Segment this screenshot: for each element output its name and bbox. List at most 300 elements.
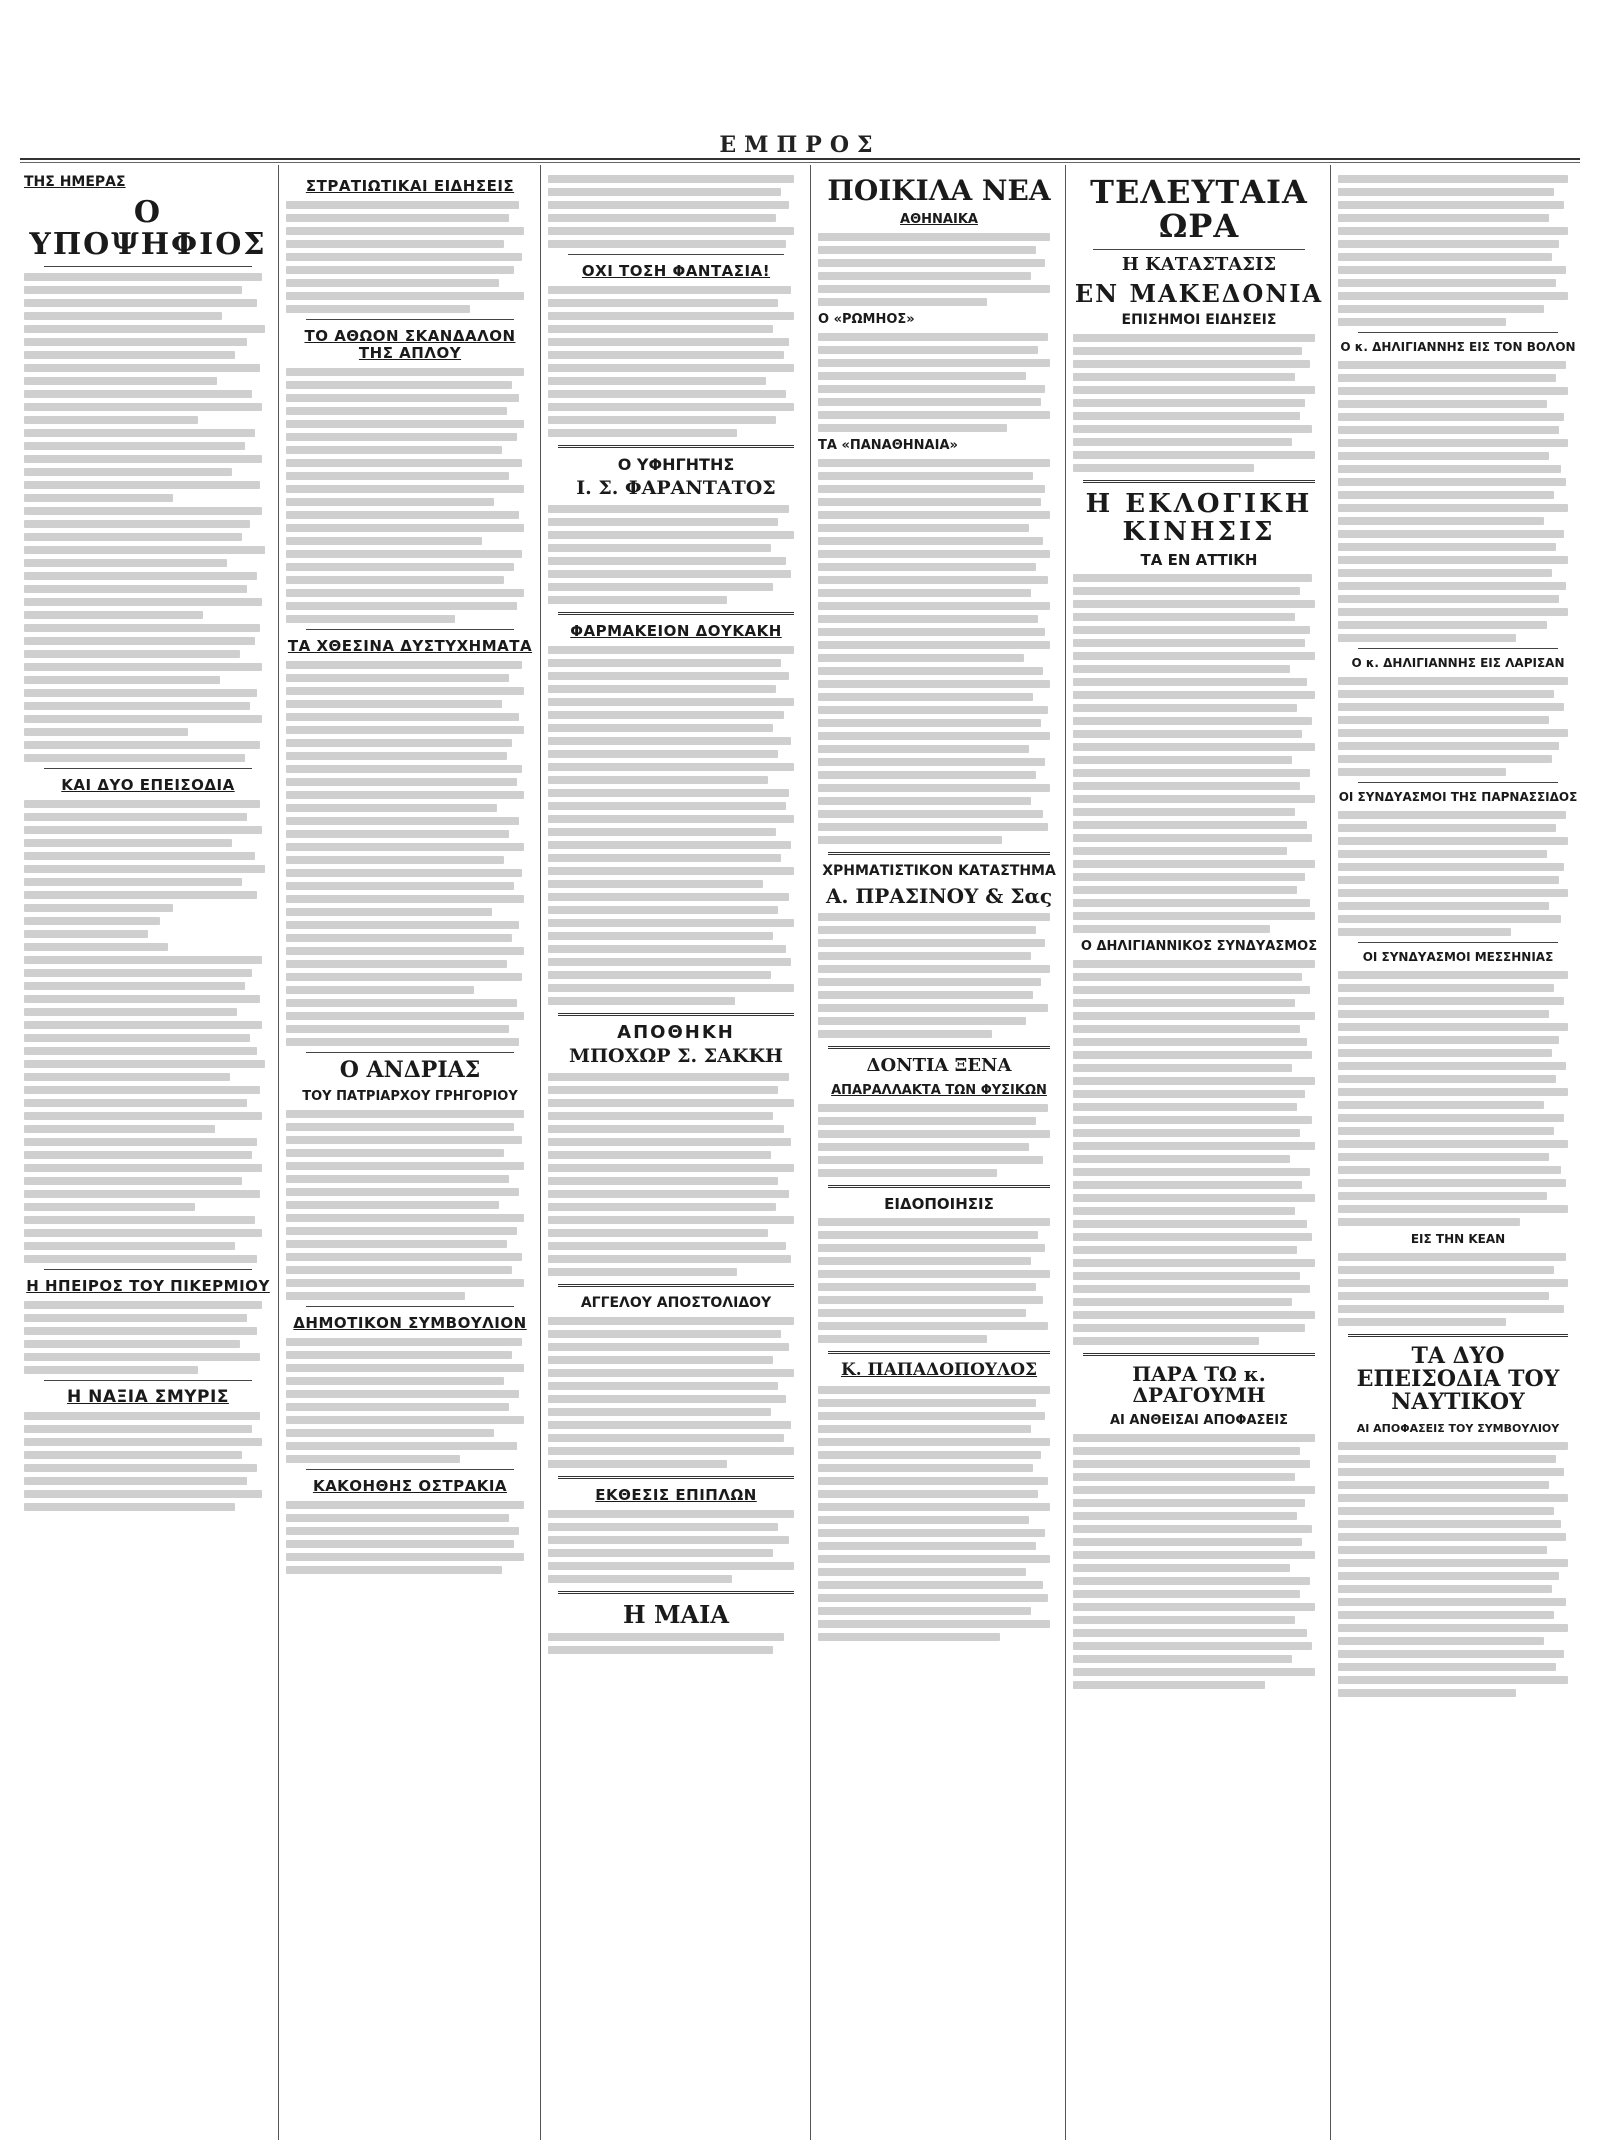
illegible-text-line [818, 1542, 1036, 1550]
illegible-text-line [548, 659, 781, 667]
illegible-text-line [286, 947, 524, 955]
divider [306, 1052, 514, 1053]
illegible-text-line [1073, 1311, 1315, 1319]
illegible-text-line [818, 459, 1050, 467]
illegible-text-line [24, 507, 262, 515]
illegible-text-line [286, 1123, 514, 1131]
illegible-text-line [1073, 1551, 1315, 1559]
illegible-text-line [1338, 1533, 1566, 1541]
illegible-text-line [1073, 1337, 1259, 1345]
illegible-text-line [818, 926, 1036, 934]
illegible-text-line [24, 546, 265, 554]
illegible-text-line [1338, 915, 1561, 923]
divider [828, 852, 1050, 855]
illegible-text-line [1073, 834, 1312, 842]
illegible-text-line [286, 1540, 514, 1548]
illegible-text-line [548, 698, 794, 706]
ad-headline: ΔΟΝΤΙΑ ΞΕΝΑ [866, 1055, 1012, 1077]
ad-body [548, 1633, 804, 1654]
illegible-text-line [818, 991, 1033, 999]
ad-headline: Η ΜΑΙΑ [622, 1599, 730, 1629]
illegible-text-line [818, 1438, 1050, 1446]
ad-body [548, 1073, 804, 1276]
illegible-text-line [286, 433, 517, 441]
illegible-text-line [548, 906, 778, 914]
illegible-text-line [818, 1169, 997, 1177]
illegible-text-line [548, 544, 771, 552]
illegible-text-line [548, 312, 794, 320]
illegible-text-line [548, 1646, 773, 1654]
illegible-text-line [818, 1030, 992, 1038]
illegible-text-line [818, 233, 1050, 241]
illegible-text-line [24, 741, 260, 749]
illegible-text-line [818, 1309, 1026, 1317]
illegible-text-line [548, 1523, 778, 1531]
article-headline: Η ΕΚΛΟΓΙΚΗ ΚΙΝΗΣΙΣ [1085, 489, 1313, 547]
illegible-text-line [818, 1464, 1033, 1472]
illegible-text-line [286, 843, 524, 851]
illegible-text-line [818, 472, 1033, 480]
divider [558, 445, 794, 448]
illegible-text-line [24, 813, 247, 821]
illegible-text-line [818, 693, 1033, 701]
illegible-text-line [1073, 1655, 1292, 1663]
article-subheadline: Η ΚΑΤΑΣΤΑΣΙΣ [1121, 254, 1277, 276]
illegible-text-line [1073, 704, 1297, 712]
illegible-text-line [818, 1257, 1031, 1265]
illegible-text-line [1073, 574, 1312, 582]
illegible-text-line [286, 1364, 524, 1372]
illegible-text-line [1338, 1481, 1549, 1489]
illegible-text-line [1338, 837, 1568, 845]
illegible-text-line [24, 865, 265, 873]
illegible-text-line [548, 932, 773, 940]
illegible-text-line [1073, 1525, 1312, 1533]
section-heading: ΚΑΙ ΔΥΟ ΕΠΕΙΣΟΔΙΑ [61, 776, 235, 794]
divider [44, 1380, 252, 1381]
illegible-text-line [286, 986, 474, 994]
illegible-text-line [1073, 925, 1270, 933]
illegible-text-line [548, 1343, 789, 1351]
illegible-text-line [286, 934, 512, 942]
ad-body [548, 1317, 804, 1468]
illegible-text-line [548, 1164, 794, 1172]
illegible-text-line [1338, 465, 1561, 473]
illegible-text-line [818, 1143, 1029, 1151]
illegible-text-line [286, 908, 492, 916]
illegible-text-line [1073, 1259, 1315, 1267]
illegible-text-line [24, 351, 235, 359]
illegible-text-line [286, 1403, 509, 1411]
illegible-text-line [1073, 1460, 1310, 1468]
illegible-text-line [1073, 769, 1310, 777]
illegible-text-line [1338, 850, 1547, 858]
illegible-text-line [286, 1038, 519, 1046]
illegible-text-line [1338, 1062, 1566, 1070]
illegible-text-line [1338, 400, 1547, 408]
illegible-text-line [24, 494, 173, 502]
article-body [548, 175, 804, 248]
illegible-text-line [818, 385, 1045, 393]
illegible-text-line [818, 1386, 1050, 1394]
article-body [1073, 574, 1325, 933]
illegible-text-line [24, 1177, 242, 1185]
divider [44, 266, 252, 267]
illegible-text-line [818, 667, 1043, 675]
illegible-text-line [24, 800, 260, 808]
illegible-text-line [24, 1112, 262, 1120]
illegible-text-line [1338, 1318, 1506, 1326]
illegible-text-line [818, 576, 1048, 584]
illegible-text-line [1073, 1538, 1302, 1546]
illegible-text-line [548, 1447, 794, 1455]
illegible-text-line [24, 338, 247, 346]
illegible-text-line [1338, 491, 1554, 499]
illegible-text-line [24, 273, 262, 281]
illegible-text-line [286, 973, 522, 981]
illegible-text-line [818, 1322, 1048, 1330]
illegible-text-line [818, 1451, 1041, 1459]
illegible-text-line [24, 1314, 247, 1322]
illegible-text-line [24, 520, 250, 528]
illegible-text-line [1338, 1088, 1568, 1096]
ad-body [818, 1104, 1060, 1177]
illegible-text-line [24, 390, 252, 398]
illegible-text-line [1073, 1642, 1312, 1650]
illegible-text-line [286, 602, 517, 610]
illegible-text-line [286, 201, 519, 209]
illegible-text-line [1338, 387, 1568, 395]
illegible-text-line [548, 1086, 778, 1094]
section-heading: ΤΟ ΑΘΩΟΝ ΣΚΑΝΔΑΛΟΝ ΤΗΣ ΑΠΛΟΥ [304, 327, 516, 362]
illegible-text-line [1073, 860, 1315, 868]
illegible-text-line [286, 1227, 517, 1235]
illegible-text-line [548, 188, 781, 196]
illegible-text-line [1338, 1253, 1566, 1261]
illegible-text-line [24, 1190, 260, 1198]
illegible-text-line [286, 1188, 519, 1196]
illegible-text-line [548, 919, 794, 927]
newspaper-title: ΕΜΠΡΟΣ [719, 132, 881, 158]
illegible-text-line [286, 1514, 509, 1522]
illegible-text-line [286, 305, 470, 313]
illegible-text-line [548, 403, 794, 411]
column-3 [548, 170, 804, 2130]
illegible-text-line [548, 1073, 789, 1081]
illegible-text-line [24, 878, 242, 886]
illegible-text-line [24, 930, 148, 938]
illegible-text-line [548, 364, 794, 372]
illegible-text-line [286, 856, 504, 864]
illegible-text-line [548, 789, 789, 797]
illegible-text-line [1073, 1285, 1310, 1293]
illegible-text-line [24, 1216, 255, 1224]
illegible-text-line [1338, 984, 1554, 992]
illegible-text-line [818, 298, 987, 306]
illegible-text-line [818, 1490, 1038, 1498]
illegible-text-line [24, 702, 250, 710]
illegible-text-line [1073, 1194, 1315, 1202]
illegible-text-line [286, 1175, 509, 1183]
illegible-text-line [818, 1117, 1036, 1125]
illegible-text-line [1338, 824, 1556, 832]
illegible-text-line [1338, 175, 1568, 183]
illegible-text-line [548, 1408, 771, 1416]
illegible-text-line [1073, 1168, 1310, 1176]
illegible-text-line [548, 1177, 778, 1185]
illegible-text-line [818, 952, 1031, 960]
illegible-text-line [818, 1270, 1050, 1278]
illegible-text-line [24, 1255, 257, 1263]
illegible-text-line [286, 791, 524, 799]
illegible-text-line [1073, 613, 1295, 621]
illegible-text-line [1338, 1676, 1568, 1684]
illegible-text-line [548, 880, 763, 888]
illegible-text-line [286, 674, 509, 682]
column-divider [540, 165, 541, 2140]
illegible-text-line [548, 763, 794, 771]
illegible-text-line [1338, 504, 1568, 512]
illegible-text-line [286, 407, 507, 415]
illegible-text-line [1338, 1305, 1564, 1313]
illegible-text-line [286, 1292, 465, 1300]
divider [306, 1469, 514, 1470]
article-headline: ΤΑ ΔΥΟ ΕΠΕΙΣΟΔΙΑ ΤΟΥ ΝΑΥΤΙΚΟΥ [1356, 1343, 1560, 1416]
illegible-text-line [548, 518, 778, 526]
illegible-text-line [286, 1110, 524, 1118]
illegible-text-line [24, 1503, 235, 1511]
illegible-text-line [1073, 1272, 1300, 1280]
illegible-text-line [818, 758, 1045, 766]
illegible-text-line [1338, 1127, 1554, 1135]
illegible-text-line [24, 904, 173, 912]
illegible-text-line [1338, 768, 1506, 776]
illegible-text-line [1073, 743, 1315, 751]
illegible-text-line [286, 1377, 504, 1385]
illegible-text-line [24, 377, 217, 385]
column-4 [818, 170, 1060, 2130]
illegible-text-line [1338, 569, 1552, 577]
illegible-text-line [1073, 756, 1292, 764]
divider [558, 1591, 794, 1594]
illegible-text-line [818, 485, 1045, 493]
illegible-text-line [818, 654, 1024, 662]
illegible-text-line [286, 511, 519, 519]
illegible-text-line [1338, 478, 1566, 486]
illegible-text-line [24, 559, 227, 567]
illegible-text-line [24, 1451, 242, 1459]
illegible-text-line [548, 1575, 732, 1583]
article-subheadline: ΑΙ ΑΠΟΦΑΣΕΙΣ ΤΟΥ ΣΥΜΒΟΥΛΙΟΥ [1356, 1422, 1560, 1436]
illegible-text-line [1338, 227, 1568, 235]
divider [1348, 1334, 1568, 1337]
illegible-text-line [1073, 626, 1310, 634]
illegible-text-line [548, 1395, 786, 1403]
illegible-text-line [1338, 928, 1511, 936]
illegible-text-line [1338, 1546, 1547, 1554]
ad-headline: ΧΡΗΜΑΤΙΣΤΙΚΟΝ ΚΑΤΑΣΤΗΜΑ [822, 863, 1056, 880]
illegible-text-line [1338, 690, 1554, 698]
illegible-text-line [24, 1086, 260, 1094]
illegible-text-line [548, 997, 735, 1005]
illegible-text-line [1338, 1010, 1549, 1018]
article-body [24, 1412, 272, 1511]
illegible-text-line [24, 325, 265, 333]
ad-body [548, 1510, 804, 1583]
illegible-text-line [1073, 1233, 1312, 1241]
illegible-text-line [548, 1421, 791, 1429]
divider [1358, 942, 1558, 943]
illegible-text-line [1073, 1629, 1307, 1637]
illegible-text-line [818, 628, 1045, 636]
illegible-text-line [24, 1464, 257, 1472]
illegible-text-line [1338, 1624, 1568, 1632]
article-subheadline: ΕΝ ΜΑΚΕΔΟΝΙΑ [1074, 279, 1324, 309]
illegible-text-line [1073, 1668, 1315, 1676]
illegible-text-line [286, 739, 512, 747]
illegible-text-line [286, 240, 504, 248]
article-body [24, 273, 272, 762]
illegible-text-line [818, 1568, 1026, 1576]
illegible-text-line [286, 368, 524, 376]
illegible-text-line [1073, 587, 1300, 595]
illegible-text-line [818, 732, 1050, 740]
illegible-text-line [818, 641, 1050, 649]
illegible-text-line [1073, 360, 1310, 368]
illegible-text-line [1073, 652, 1315, 660]
illegible-text-line [818, 424, 1007, 432]
illegible-text-line [24, 429, 255, 437]
column-6 [1338, 170, 1578, 2130]
illegible-text-line [24, 1138, 257, 1146]
illegible-text-line [1073, 1681, 1265, 1689]
illegible-text-line [24, 917, 160, 925]
illegible-text-line [286, 292, 524, 300]
column-label: ΤΗΣ ΗΜΕΡΑΣ [24, 174, 126, 190]
illegible-text-line [24, 598, 262, 606]
illegible-text-line [548, 1356, 773, 1364]
illegible-text-line [286, 459, 522, 467]
section-heading: ΔΗΜΟΤΙΚΟΝ ΣΥΜΒΟΥΛΙΟΝ [293, 1314, 527, 1333]
article-headline: Ο ΑΝΔΡΙΑΣ [339, 1057, 481, 1083]
section-heading: Ο «ΡΩΜΗΟΣ» [818, 312, 915, 328]
illegible-text-line [1338, 266, 1566, 274]
article-body [1338, 1442, 1578, 1697]
ad-headline: ΦΑΡΜΑΚΕΙΟΝ ΔΟΥΚΑΚΗ [570, 621, 782, 640]
illegible-text-line [548, 338, 789, 346]
illegible-text-line [1338, 517, 1544, 525]
illegible-text-line [548, 227, 794, 235]
illegible-text-line [286, 700, 502, 708]
illegible-text-line [1338, 902, 1549, 910]
illegible-text-line [818, 1244, 1045, 1252]
illegible-text-line [286, 1025, 509, 1033]
divider [1358, 782, 1558, 783]
ad-subheadline: ΑΠΑΡΑΛΛΑΚΤΑ ΤΩΝ ΦΥΣΙΚΩΝ [831, 1083, 1047, 1099]
illegible-text-line [24, 1438, 262, 1446]
illegible-text-line [818, 978, 1041, 986]
article-body [286, 1110, 534, 1300]
illegible-text-line [24, 533, 242, 541]
illegible-text-line [548, 776, 768, 784]
illegible-text-line [24, 1490, 262, 1498]
illegible-text-line [24, 1099, 247, 1107]
illegible-text-line [818, 1581, 1043, 1589]
illegible-text-line [286, 1240, 507, 1248]
illegible-text-line [818, 784, 1050, 792]
illegible-text-line [1338, 863, 1564, 871]
illegible-text-line [1338, 1023, 1568, 1031]
illegible-text-line [24, 637, 255, 645]
section-heading: Η ΝΑΞΙΑ ΣΜΥΡΙΣ [67, 1387, 229, 1407]
divider [306, 319, 514, 320]
illegible-text-line [1073, 373, 1295, 381]
illegible-text-line [1338, 1218, 1520, 1226]
illegible-text-line [548, 945, 786, 953]
illegible-text-line [1338, 703, 1564, 711]
illegible-text-line [1073, 730, 1302, 738]
illegible-text-line [818, 965, 1050, 973]
illegible-text-line [1338, 201, 1564, 209]
article-body [1338, 971, 1578, 1226]
illegible-text-line [818, 398, 1041, 406]
illegible-text-line [1338, 279, 1556, 287]
illegible-text-line [286, 498, 494, 506]
illegible-text-line [286, 381, 512, 389]
illegible-text-line [1338, 677, 1568, 685]
illegible-text-line [1338, 361, 1566, 369]
illegible-text-line [1073, 600, 1315, 608]
illegible-text-line [548, 299, 778, 307]
illegible-text-line [548, 175, 794, 183]
illegible-text-line [1073, 717, 1312, 725]
article-body [1073, 334, 1325, 472]
illegible-text-line [1073, 438, 1292, 446]
illegible-text-line [286, 576, 504, 584]
column-1 [24, 170, 272, 2130]
divider [1083, 480, 1315, 483]
illegible-text-line [548, 828, 776, 836]
illegible-text-line [1073, 847, 1287, 855]
illegible-text-line [548, 1268, 737, 1276]
illegible-text-line [1338, 439, 1568, 447]
illegible-text-line [1073, 1577, 1310, 1585]
illegible-text-line [548, 802, 786, 810]
illegible-text-line [1073, 1025, 1300, 1033]
illegible-text-line [1073, 1038, 1307, 1046]
illegible-text-line [24, 995, 260, 1003]
illegible-text-line [24, 1047, 257, 1055]
illegible-text-line [24, 286, 242, 294]
illegible-text-line [1073, 1499, 1305, 1507]
illegible-text-line [1073, 691, 1315, 699]
illegible-text-line [286, 1162, 524, 1170]
illegible-text-line [1073, 678, 1307, 686]
illegible-text-line [24, 1008, 237, 1016]
illegible-text-line [24, 468, 232, 476]
illegible-text-line [1338, 1468, 1564, 1476]
illegible-text-line [818, 836, 1002, 844]
illegible-text-line [1338, 1637, 1544, 1645]
illegible-text-line [548, 984, 794, 992]
article-body [1338, 1253, 1578, 1326]
illegible-text-line [1338, 543, 1556, 551]
ad-name: Ι. Σ. ΦΑΡΑΝΤΑΤΟΣ [576, 477, 776, 499]
illegible-text-line [548, 1633, 784, 1641]
illegible-text-line [286, 804, 497, 812]
illegible-text-line [1338, 742, 1559, 750]
illegible-text-line [1073, 1090, 1305, 1098]
